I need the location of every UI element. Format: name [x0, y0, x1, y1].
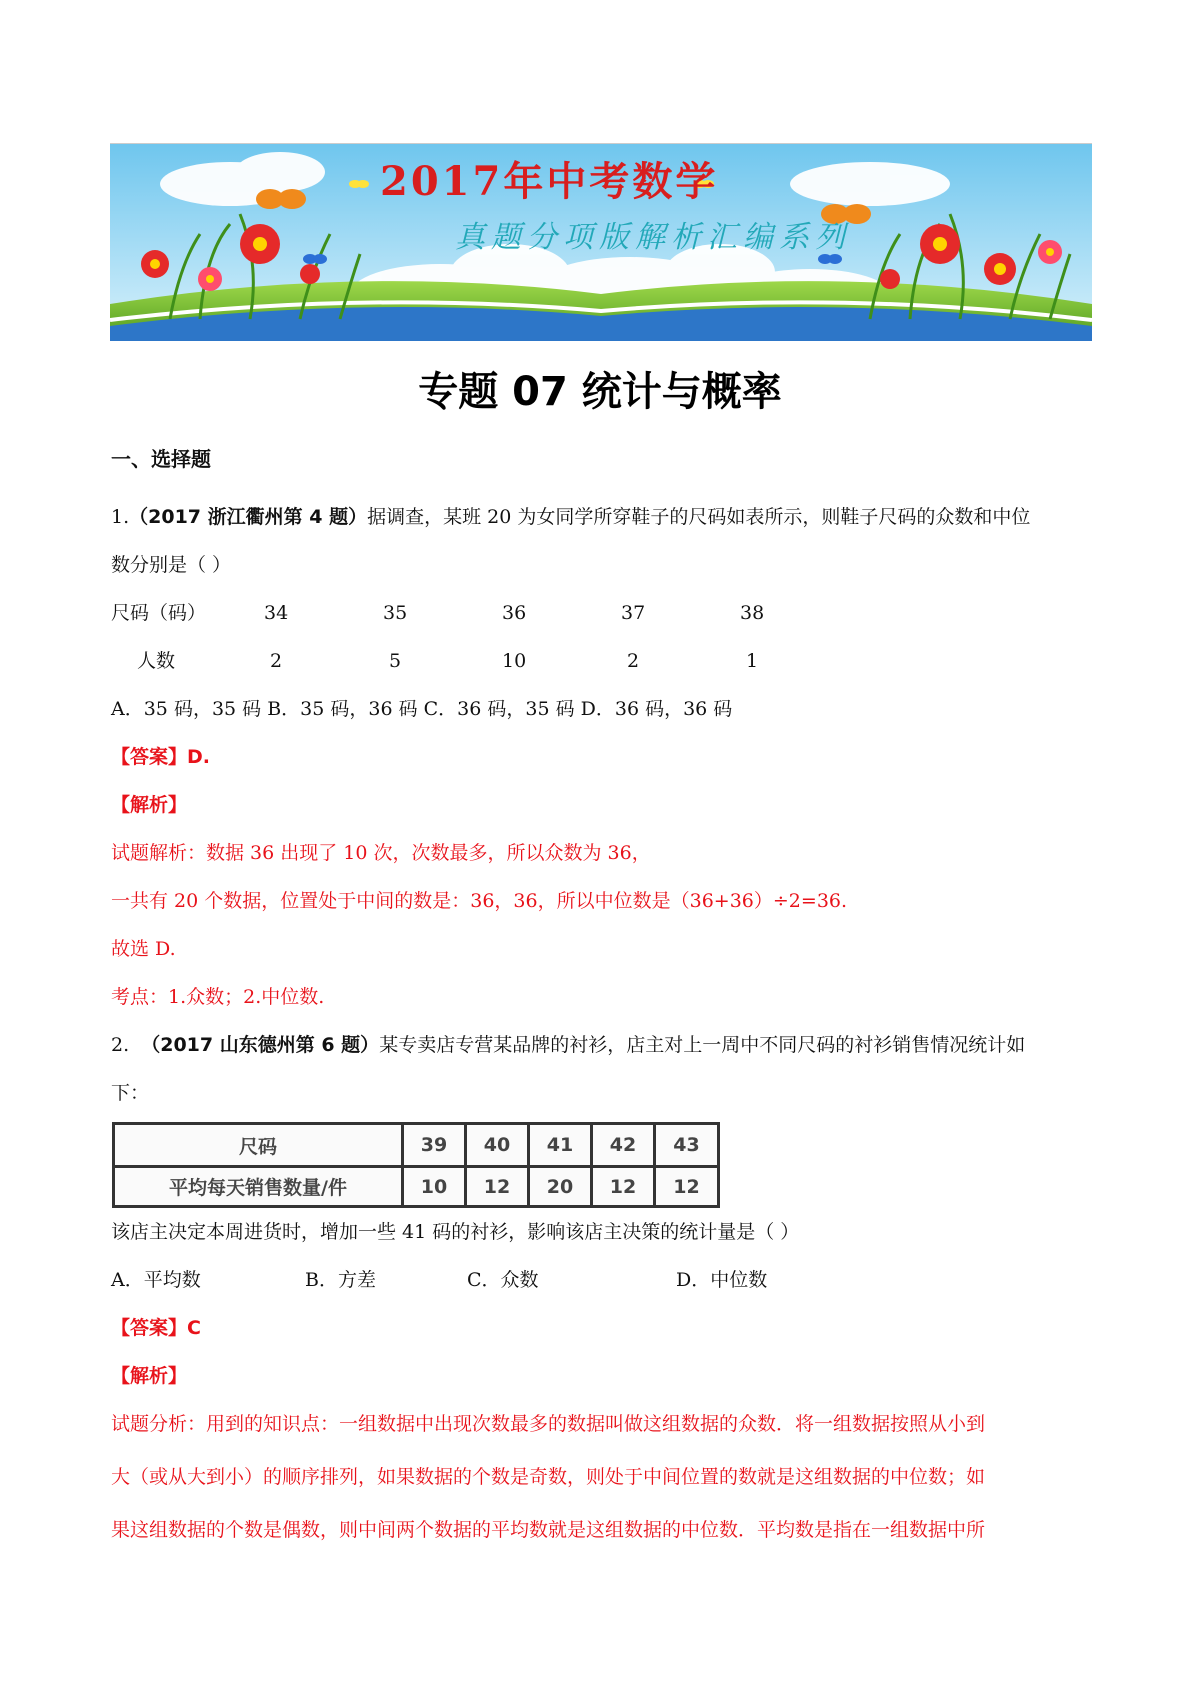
question-2-line-1 — [111, 1033, 1025, 1057]
table2-sales: 12 — [673, 1175, 700, 1198]
question-2-analysis-line: 大（或从大到小）的顺序排列，如果数据的个数是奇数，则处于中间位置的数就是这组数据的中位数；如 — [111, 1466, 986, 1488]
question-2-option: C．众数 — [467, 1269, 539, 1291]
question-2-option: B．方差 — [305, 1269, 376, 1291]
question-text: 据调查，某班 20 为女同学所穿鞋子的尺码如表所示，则鞋子尺码的众数和中位 — [367, 506, 1031, 528]
header-banner — [110, 143, 1092, 341]
banner-title: 2017年中考数学 — [380, 158, 719, 205]
table2-sales: 10 — [420, 1175, 448, 1198]
question-1-analysis-label: 【解析】 — [111, 794, 188, 816]
question-2-option: D．中位数 — [676, 1269, 768, 1291]
table2-size: 41 — [546, 1134, 574, 1156]
table1-count: 2 — [270, 650, 283, 672]
question-2-line-3: 该店主决定本周进货时，增加一些 41 码的衬衫，影响该店主决策的统计量是（ ） — [111, 1221, 800, 1243]
question-source: （2017 浙江衢州第 4 题） — [129, 506, 368, 528]
section-heading: 一、选择题 — [111, 447, 211, 471]
question-source: （2017 山东德州第 6 题） — [141, 1034, 380, 1056]
table1-size: 36 — [502, 602, 527, 624]
table1-size: 38 — [740, 602, 765, 624]
question-2-line-2: 下： — [111, 1082, 150, 1104]
question-2-answer: 【答案】C — [111, 1317, 201, 1339]
question-1-line-1 — [111, 505, 1030, 529]
table1-row2-label: 人数 — [137, 650, 176, 672]
question-1-analysis-line: 试题解析：数据 36 出现了 10 次，次数最多，所以众数为 36， — [111, 842, 651, 864]
table2-size: 43 — [673, 1134, 700, 1156]
table1-count: 5 — [389, 650, 402, 672]
table2-row2-label: 平均每天销售数量/件 — [169, 1177, 347, 1199]
table2-sales: 12 — [609, 1175, 637, 1198]
table1-row1-label: 尺码（码） — [111, 602, 207, 624]
table2-row1-label: 尺码 — [238, 1135, 277, 1158]
question-text: 某专卖店专营某品牌的衬衫，店主对上一周中不同尺码的衬衫销售情况统计如 — [379, 1034, 1026, 1056]
question-2-analysis-line: 果这组数据的个数是偶数，则中间两个数据的平均数就是这组数据的中位数．平均数是指在一组数据中所 — [111, 1519, 986, 1541]
question-1-line-2: 数分别是（ ） — [111, 554, 232, 576]
table2-size: 42 — [609, 1134, 637, 1156]
question-2-option: A．平均数 — [111, 1269, 201, 1291]
question-2-analysis-label: 【解析】 — [111, 1365, 188, 1387]
shirt-sales-table — [112, 1122, 720, 1208]
question-1-analysis-line: 考点：1.众数；2.中位数. — [111, 986, 325, 1008]
question-number: 2. — [111, 1034, 130, 1056]
question-1-analysis-line: 一共有 20 个数据，位置处于中间的数是：36，36，所以中位数是（36+36）÷2=36. — [111, 890, 848, 912]
question-1-answer: 【答案】D. — [111, 746, 210, 768]
table2-size: 40 — [483, 1134, 511, 1156]
table1-count: 2 — [627, 650, 640, 672]
document-title: 专题 07 统计与概率 — [418, 369, 782, 415]
question-1-analysis-line: 故选 D. — [111, 938, 176, 960]
table1-size: 37 — [621, 602, 646, 624]
table2-sales: 12 — [483, 1175, 511, 1198]
table1-size: 35 — [383, 602, 408, 624]
table1-count: 1 — [746, 650, 759, 672]
table2-sales: 20 — [546, 1175, 574, 1198]
table1-count: 10 — [502, 650, 527, 672]
banner-subtitle: 真题分项版解析汇编系列 — [455, 220, 851, 255]
question-2-analysis-line: 试题分析：用到的知识点：一组数据中出现次数最多的数据叫做这组数据的众数．将一组数据按照从小到 — [111, 1413, 986, 1435]
table1-size: 34 — [264, 602, 289, 624]
question-number: 1. — [111, 506, 130, 528]
question-1-options: A．35 码，35 码 B．35 码，36 码 C．36 码，35 码 D．36 码，36 码 — [111, 698, 733, 720]
table2-size: 39 — [420, 1134, 448, 1156]
